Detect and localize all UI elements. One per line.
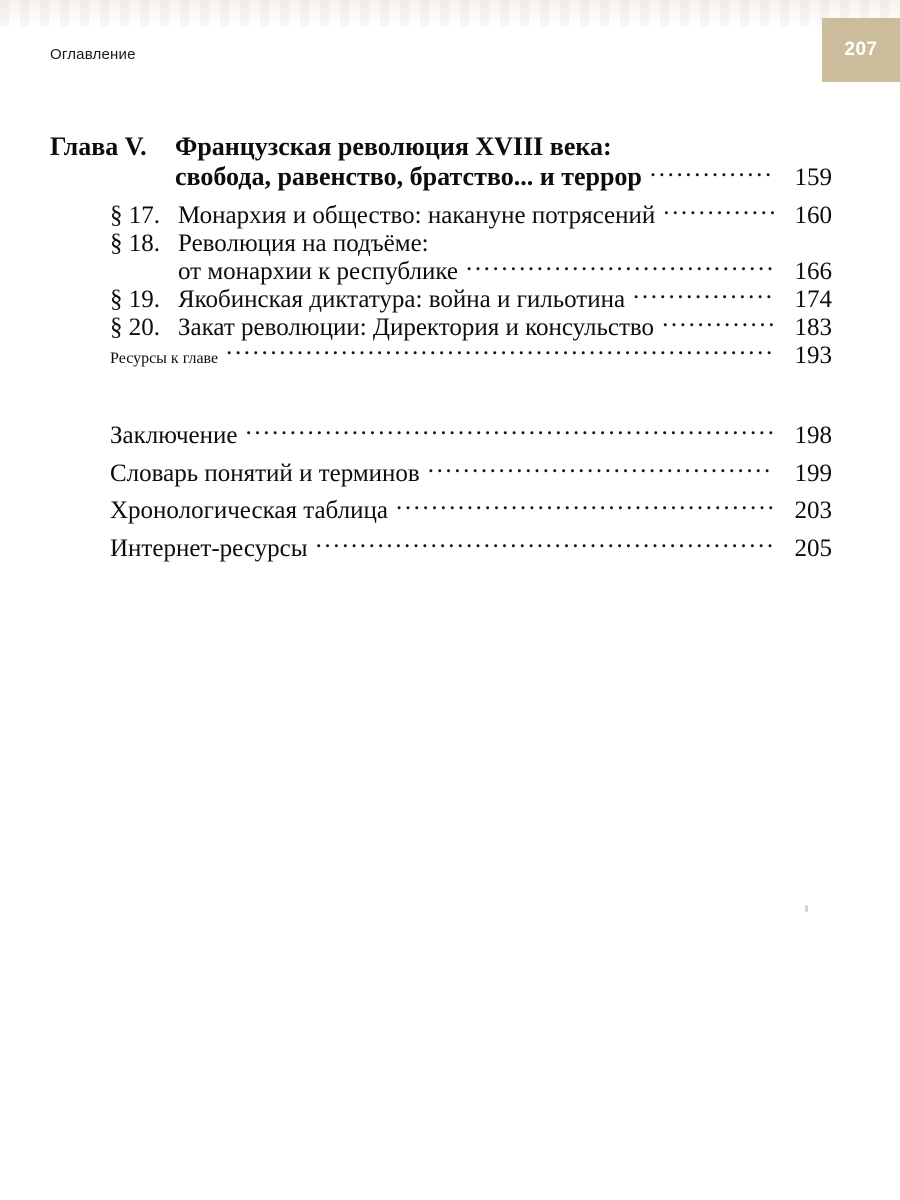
toc-back-matter-item[interactable] bbox=[110, 531, 832, 567]
dot-leader bbox=[663, 207, 774, 223]
toc-section-17[interactable] bbox=[110, 202, 832, 230]
back-matter-page-number: 205 bbox=[794, 534, 832, 562]
back-matter-label: Словарь понятий и терминов bbox=[110, 459, 420, 487]
toc-section-18[interactable] bbox=[110, 230, 832, 286]
dot-leader bbox=[226, 347, 774, 363]
section-title: Якобинская диктатура: война и гильотина bbox=[178, 286, 626, 313]
toc-back-matter-item[interactable] bbox=[110, 418, 832, 454]
dot-leader bbox=[466, 263, 774, 279]
toc-section-19[interactable] bbox=[110, 286, 832, 314]
toc-section-20[interactable] bbox=[110, 314, 832, 342]
running-head: Оглавление bbox=[50, 46, 136, 63]
section-number: § 20. bbox=[110, 314, 160, 341]
section-number: § 17. bbox=[110, 202, 160, 229]
section-title: Революция на подъёме: bbox=[178, 230, 429, 257]
back-matter-page-number: 198 bbox=[794, 422, 832, 449]
dot-leader bbox=[316, 540, 774, 556]
section-number: § 19. bbox=[110, 286, 160, 313]
section-number: § 18. bbox=[110, 230, 160, 257]
dot-leader bbox=[650, 169, 774, 185]
toc-chapter-resources[interactable] bbox=[110, 342, 832, 370]
toc-back-matter-item[interactable] bbox=[110, 493, 832, 529]
section-page-number: 160 bbox=[794, 202, 832, 229]
resources-label: Ресурсы к главе bbox=[110, 350, 219, 367]
dot-leader bbox=[428, 465, 774, 481]
chapter-page-number: 159 bbox=[794, 164, 832, 191]
chapter-title-line1: Французская революция XVIII века: bbox=[175, 132, 612, 161]
section-title: Закат революции: Директория и консульство bbox=[178, 314, 655, 341]
section-page-number: 166 bbox=[794, 258, 832, 285]
back-matter-label: Интернет-ресурсы bbox=[110, 534, 308, 562]
dot-leader bbox=[246, 427, 775, 443]
toc-back-matter bbox=[110, 418, 832, 566]
back-matter-page-number: 199 bbox=[794, 459, 832, 487]
back-matter-label: Хронологическая таблица bbox=[110, 497, 388, 524]
page-number: 207 bbox=[844, 39, 878, 60]
section-title-line2: от монархии к республике bbox=[178, 258, 458, 285]
toc-chapter-entry[interactable] bbox=[50, 132, 832, 192]
scan-artifact bbox=[805, 905, 808, 912]
back-matter-page-number: 203 bbox=[794, 497, 832, 524]
table-of-contents bbox=[50, 132, 832, 568]
back-matter-label: Заключение bbox=[110, 422, 238, 449]
decorative-top-band bbox=[0, 0, 900, 26]
dot-leader bbox=[396, 502, 774, 518]
toc-back-matter-item[interactable] bbox=[110, 456, 832, 492]
resources-page-number: 193 bbox=[794, 342, 832, 369]
dot-leader bbox=[662, 319, 774, 335]
section-title: Монархия и общество: накануне потрясений bbox=[178, 202, 656, 229]
folio-tab bbox=[822, 18, 900, 82]
dot-leader bbox=[633, 291, 774, 307]
section-page-number: 174 bbox=[794, 286, 832, 313]
section-page-number: 183 bbox=[794, 314, 832, 341]
chapter-title-line2: свобода, равенство, братство... и террор bbox=[175, 162, 642, 191]
chapter-label: Глава V. bbox=[50, 132, 147, 161]
